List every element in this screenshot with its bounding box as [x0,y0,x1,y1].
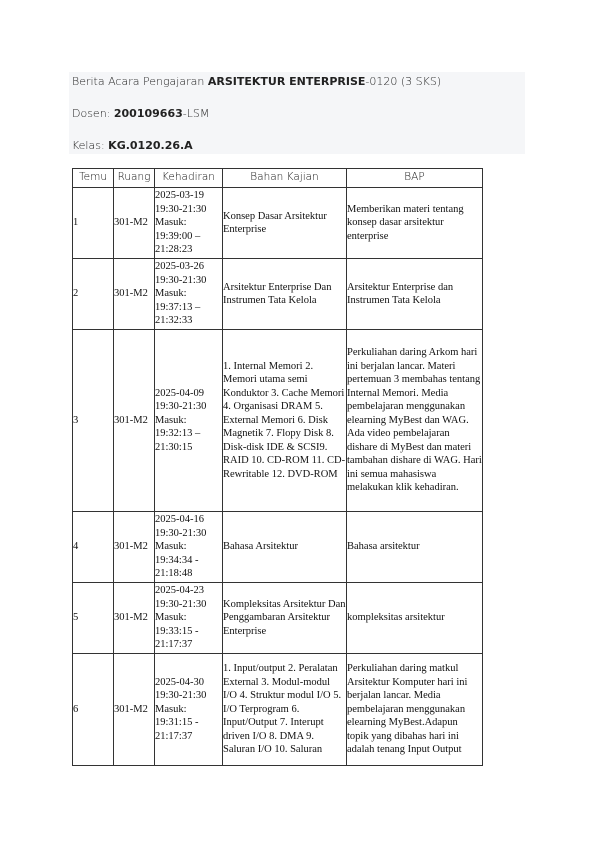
table-row [73,188,483,259]
cell-ruang: 301-M2 [114,512,155,583]
cell-bahan-kajian: Arsitektur Enterprise Dan Instrumen Tata Kelola [223,259,347,330]
class-label: Kelas: [72,139,109,152]
column-header-temu: Temu [73,169,114,188]
cell-bahan-kajian: Kompleksitas Arsitektur Dan Penggambaran Arsitektur Enterprise [223,583,347,654]
cell-bahan-kajian: Konsep Dasar Arsitektur Enterprise [223,188,347,259]
cell-bap: Bahasa arsitektur [347,512,483,583]
column-header-ruang: Ruang [114,169,155,188]
lecturer-line [72,107,209,120]
cell-bap: Memberikan materi tentang konsep dasar arsitektur enterprise [347,188,483,259]
cell-bap: kompleksitas arsitektur [347,583,483,654]
cell-ruang: 301-M2 [114,654,155,766]
cell-kehadiran: 2025-04-09 19:30-21:30 Masuk: 19:32:13 – 21:30:15 [155,330,223,512]
cell-temu: 4 [73,512,114,583]
lecturer-suffix: -LSM [182,107,210,120]
table-row [73,259,483,330]
table-row [73,654,483,766]
class-line [72,139,193,152]
cell-temu: 1 [73,188,114,259]
cell-bahan-kajian: 1. Internal Memori 2. Memori utama semi Konduktor 3. Cache Memori 4. Organisasi DRAM 5. External Memori 6. Disk Magnetik 7. Flopy Disk 8. Disk-disk IDE & SCSI9. RAID 10. CD-ROM 11. CD-Rewritable 12. DVD-ROM [223,330,347,512]
lecturer-label: Dosen: [72,107,114,120]
cell-bahan-kajian: 1. Input/output 2. Peralatan External 3. Modul-modul I/O 4. Struktur modul I/O 5. I/O Terprogram 6. Input/Output 7. Interupt driven I/O 8. DMA 9. Saluran I/O 10. Saluran [223,654,347,766]
cell-temu: 2 [73,259,114,330]
table-header-row [73,169,483,188]
cell-kehadiran: 2025-04-16 19:30-21:30 Masuk: 19:34:34 - 21:18:48 [155,512,223,583]
table-row [73,583,483,654]
cell-kehadiran: 2025-04-23 19:30-21:30 Masuk: 19:33:15 - 21:17:37 [155,583,223,654]
table-row [73,330,483,512]
cell-temu: 5 [73,583,114,654]
cell-ruang: 301-M2 [114,188,155,259]
cell-kehadiran: 2025-04-30 19:30-21:30 Masuk: 19:31:15 - 21:17:37 [155,654,223,766]
lecturer-id: 200109663 [113,107,183,120]
cell-kehadiran: 2025-03-26 19:30-21:30 Masuk: 19:37:13 – 21:32:33 [155,259,223,330]
table-row [73,512,483,583]
class-value: KG.0120.26.A [108,139,193,152]
cell-bap: Arsitektur Enterprise dan Instrumen Tata Kelola [347,259,483,330]
cell-ruang: 301-M2 [114,259,155,330]
column-header-bahan-kajian: Bahan Kajian [223,169,347,188]
cell-ruang: 301-M2 [114,330,155,512]
cell-bap: Perkuliahan daring Arkom hari ini berjalan lancar. Materi pertemuan 3 membahas tentang Internal Memori. Media pembelajaran menggunakan elearning MyBest dan WAG. Ada video pembelajaran dishare di MyBest dan materi tambahan dishare di WAG. Hari ini semua mahasiswa melakukan klik kehadiran. [347,330,483,512]
cell-bap: Perkuliahan daring matkul Arsitektur Komputer hari ini berjalan lancar. Media pembelajaran menggunakan elearning MyBest.Adapun topik yang dibahas hari ini adalah tenang Input Output [347,654,483,766]
cell-temu: 6 [73,654,114,766]
title-prefix: Berita Acara Pengajaran [72,75,208,88]
course-name: ARSITEKTUR ENTERPRISE [207,75,366,88]
cell-kehadiran: 2025-03-19 19:30-21:30 Masuk: 19:39:00 – 21:28:23 [155,188,223,259]
teaching-record-table [72,168,483,766]
cell-bahan-kajian: Bahasa Arsitektur [223,512,347,583]
document-header [69,72,525,154]
title-line [72,75,441,88]
course-code: -0120 (3 SKS) [365,75,442,88]
column-header-bap: BAP [347,169,483,188]
column-header-kehadiran: Kehadiran [155,169,223,188]
cell-temu: 3 [73,330,114,512]
cell-ruang: 301-M2 [114,583,155,654]
